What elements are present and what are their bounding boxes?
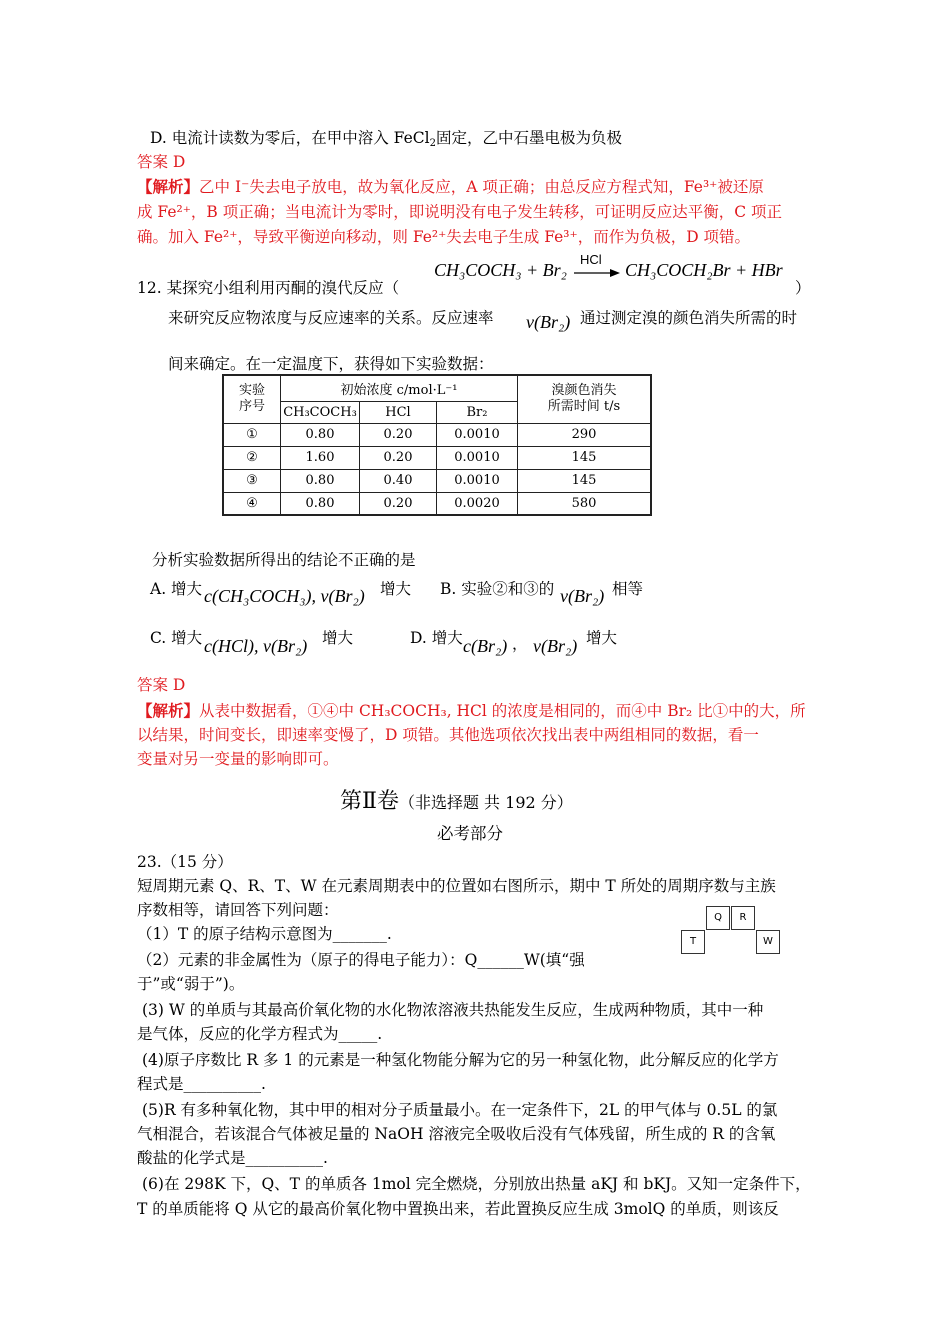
q11-analysis-line3: 确。加入 Fe²⁺，导致平衡逆向移动，则 Fe²⁺失去电子生成 Fe³⁺，而作为负极，D 项错。 xyxy=(137,228,751,246)
reaction-arrow xyxy=(574,252,620,282)
reaction-right: CH₃COCH₂Br + HBr xyxy=(625,260,783,280)
element-cell-t: T xyxy=(681,930,705,954)
q12-prompt: 分析实验数据所得出的结论不正确的是 xyxy=(152,551,416,569)
q23-line8: (4)原子序数比 R 多 1 的元素是一种氢化物能分解为它的另一种氢化物，此分解反应的化学方 xyxy=(142,1051,779,1069)
q23-line10: (5)R 有多种氧化物，其中甲的相对分子质量最小。在一定条件下，2L 的甲气体与 0.5L 的氯 xyxy=(142,1101,778,1119)
section-title: 必考部分 xyxy=(437,824,503,843)
header-conc: 初始浓度 c/mol·L⁻¹ xyxy=(281,375,518,401)
catalyst-label: HCl xyxy=(580,252,602,267)
q23-line9: 程式是__________. xyxy=(137,1075,266,1093)
q23-line13: (6)在 298K 下，Q、T 的单质各 1mol 完全燃烧，分别放出热量 aKJ 和 bKJ。又知一定条件下， xyxy=(142,1175,811,1193)
stem-close: ） xyxy=(795,279,811,297)
element-cell-q: Q xyxy=(706,906,730,930)
q23-line3: （1）T 的原子结构示意图为_______. xyxy=(137,925,392,943)
q23-line1: 短周期元素 Q、R、T、W 在元素周期表中的位置如右图所示，期中 T 所处的周期序数与主族 xyxy=(137,877,776,895)
header-time: 溴颜色消失 所需时间 t/s xyxy=(518,375,652,423)
q11-analysis-line2: 成 Fe²⁺，B 项正确；当电流计为零时，即说明没有电子发生转移，可证明反应达平衡，C 项正 xyxy=(137,203,783,221)
part2-title: 第Ⅱ卷 xyxy=(340,789,399,814)
option-b-expr: v(Br₂) xyxy=(560,586,605,606)
q23-line7: 是气体，反应的化学方程式为_____. xyxy=(137,1025,383,1043)
q23-line14: T 的单质能将 Q 从它的最高价氧化物中置换出来，若此置换反应生成 3molQ 的单质，则该反 xyxy=(137,1200,779,1218)
q23-head: 23.（15 分） xyxy=(137,853,233,871)
q11-option-d: D. 电流计读数为零后，在甲中溶入 FeCl$_2$固定，乙中石墨电极为负极 xyxy=(150,129,622,149)
q12-answer: 答案 D xyxy=(137,676,186,694)
q12-analysis-line1: 【解析】从表中数据看，①④中 CH₃COCH₃, HCl 的浓度是相同的，而④中 Br₂ 比①中的大，所 xyxy=(137,701,806,720)
q23-line4: （2）元素的非金属性为（原子的得电子能力）：Q______W(填“强 xyxy=(137,951,585,969)
element-cell-w: W xyxy=(756,930,780,954)
table-row: ④ 0.80 0.20 0.0020 580 xyxy=(223,492,651,515)
option-d-expr1: c(Br₂) xyxy=(463,636,508,656)
header-acetone: CH₃COCH₃ xyxy=(281,401,360,423)
option-a-tail: 增大 xyxy=(380,580,412,598)
option-b-tail: 相等 xyxy=(612,580,644,598)
reaction-left: CH₃COCH₃ + Br₂ xyxy=(434,260,567,280)
option-c-expr: c(HCl), v(Br₂) xyxy=(204,636,308,656)
option-b-label: B. 实验②和③的 xyxy=(440,580,555,598)
arrow-icon xyxy=(574,252,620,282)
option-a-label: A. 增大 xyxy=(150,580,203,598)
option-d-tail: 增大 xyxy=(586,629,618,647)
part2-subtitle: （非选择题 共 192 分） xyxy=(398,793,573,812)
header-hcl: HCl xyxy=(360,401,437,423)
rate-expr: v(Br₂) xyxy=(526,312,571,332)
experiment-table xyxy=(222,374,652,516)
q12-stem-line2b: 通过测定溴的颜色消失所需的时 xyxy=(580,309,798,327)
option-d-expr2: v(Br₂) xyxy=(533,636,578,656)
option-d-sep: ， xyxy=(512,635,528,653)
q12-stem-line3: 间来确定。在一定温度下，获得如下实验数据： xyxy=(168,355,494,373)
q23-line11: 气相混合，若该混合气体被足量的 NaOH 溶液完全吸收后没有气体残留，所生成的 R 的含氧 xyxy=(137,1125,776,1143)
option-a-expr: c(CH₃COCH₃), v(Br₂) xyxy=(204,586,365,606)
analysis-tag: 【解析】 xyxy=(137,701,200,720)
analysis-tag: 【解析】 xyxy=(137,177,200,196)
table-row: ③ 0.80 0.40 0.0010 145 xyxy=(223,469,651,492)
q23-line5: 于”或“弱于”)。 xyxy=(137,975,245,993)
q23-line2: 序数相等，请回答下列问题： xyxy=(137,901,339,919)
table-row: ② 1.60 0.20 0.0010 145 xyxy=(223,446,651,469)
q11-answer: 答案 D xyxy=(137,153,186,171)
q11-analysis-line1: 【解析】乙中 I⁻失去电子放电，故为氧化反应，A 项正确；由总反应方程式知，Fe³⁺被还原 xyxy=(137,177,764,196)
part2-heading xyxy=(340,784,573,815)
q23-line6: (3) W 的单质与其最高价氧化物的水化物浓溶液共热能发生反应，生成两种物质，其中一种 xyxy=(142,1001,764,1019)
q12-analysis-line3: 变量对另一变量的影响即可。 xyxy=(137,750,339,768)
table-row: ① 0.80 0.20 0.0010 290 xyxy=(223,423,651,446)
option-c-label: C. 增大 xyxy=(150,629,203,647)
q12-stem-line2: 来研究反应物浓度与反应速率的关系。反应速率 xyxy=(168,309,494,327)
q12-analysis-line2: 以结果，时间变长，即速率变慢了，D 项错。其他选项依次找出表中两组相同的数据，看一 xyxy=(137,726,759,744)
q23-line12: 酸盐的化学式是__________. xyxy=(137,1149,328,1167)
option-d-label: D. 增大 xyxy=(410,629,463,647)
option-c-tail: 增大 xyxy=(322,629,354,647)
header-br2: Br₂ xyxy=(437,401,518,423)
element-cell-r: R xyxy=(731,906,755,930)
q12-stem-line1: 12. 某探究小组利用丙酮的溴代反应（ xyxy=(137,279,400,297)
header-exp: 实验 序号 xyxy=(223,375,281,423)
